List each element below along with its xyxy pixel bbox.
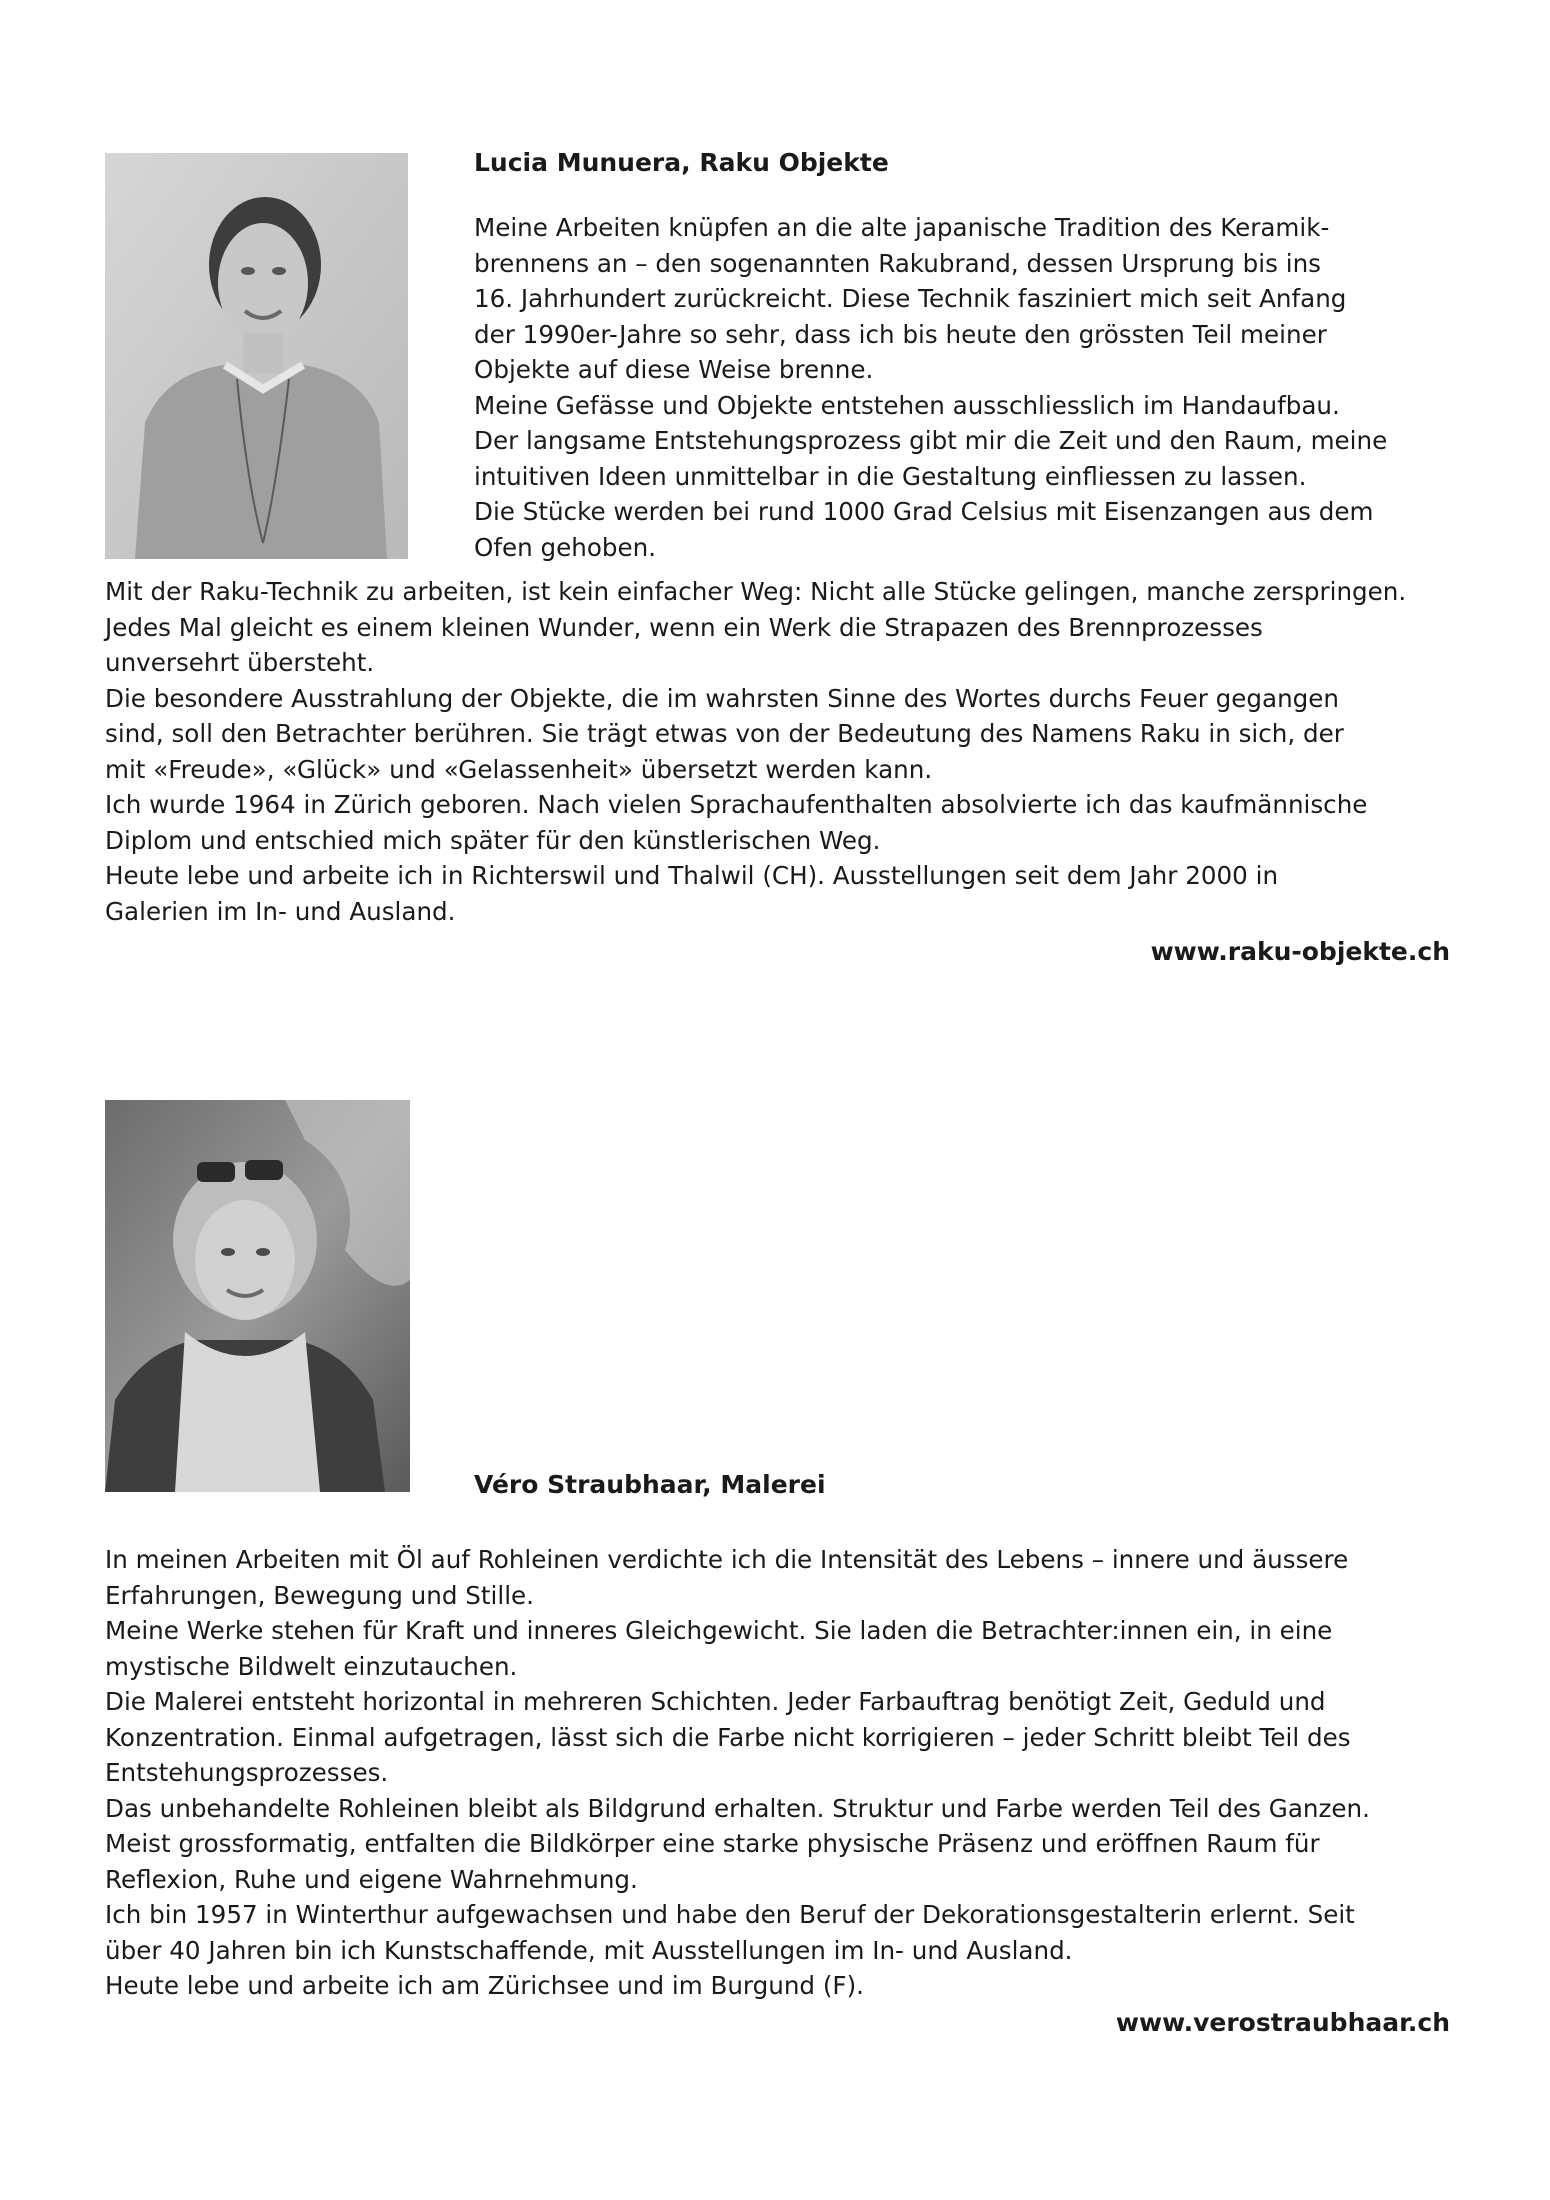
bio-line: Meine Gefässe und Objekte entstehen ausschliesslich im Handaufbau.	[474, 390, 1340, 420]
bio-line: Die Stücke werden bei rund 1000 Grad Celsius mit Eisenzangen aus dem	[474, 497, 1374, 526]
bio-line: Meine Arbeiten knüpfen an die alte japanische Tradition des Keramik-	[474, 213, 1330, 242]
artist-bio-full-width	[105, 1545, 1450, 2010]
bio-line: der 1990er-Jahre so sehr, dass ich bis heute den grössten Teil meiner	[474, 319, 1327, 349]
bio-line: Ich wurde 1964 in Zürich geboren. Nach vielen Sprachaufenthalten absolvierte ich das kaufmännische	[105, 790, 1368, 819]
bio-line: Die Malerei entsteht horizontal in mehreren Schichten. Jeder Farbauftrag benötigt Zeit, Geduld und	[105, 1687, 1326, 1716]
bio-line: Jedes Mal gleicht es einem kleinen Wunder, wenn ein Werk die Strapazen des Brennprozesses	[105, 612, 1263, 642]
artist-name: Lucia Munuera, Raku Objekte	[474, 148, 889, 177]
portrait-photo-icon	[105, 153, 408, 559]
bio-line: Der langsame Entstehungsprozess gibt mir die Zeit und den Raum, meine	[474, 426, 1388, 455]
bio-line: mystische Bildwelt einzutauchen.	[105, 1651, 518, 1681]
bio-line: Heute lebe und arbeite ich in Richterswil und Thalwil (CH). Ausstellungen seit dem Jahr 2000 in	[105, 861, 1279, 890]
lucia-munuera-photo	[105, 153, 408, 559]
bio-line: mit «Freude», «Glück» und «Gelassenheit» übersetzt werden kann.	[105, 754, 933, 784]
bio-line: über 40 Jahren bin ich Kunstschaffende, mit Ausstellungen im In- und Ausland.	[105, 1935, 1073, 1965]
bio-line: Galerien im In- und Ausland.	[105, 896, 456, 926]
artist-name: Véro Straubhaar, Malerei	[474, 1470, 826, 1499]
bio-line: Erfahrungen, Bewegung und Stille.	[105, 1580, 534, 1610]
bio-line: Konzentration. Einmal aufgetragen, lässt sich die Farbe nicht korrigieren – jeder Schritt bleibt Teil des	[105, 1722, 1351, 1752]
vero-straubhaar-photo	[105, 1100, 410, 1492]
bio-line: Meine Werke stehen für Kraft und inneres Gleichgewicht. Sie laden die Betrachter:innen ein, in eine	[105, 1616, 1333, 1645]
bio-line: Ofen gehoben.	[474, 532, 657, 562]
bio-line: Ich bin 1957 in Winterthur aufgewachsen und habe den Beruf der Dekorationsgestalterin erlernt. Seit	[105, 1900, 1355, 1929]
bio-line: brennens an – den sogenannten Rakubrand, dessen Ursprung bis ins	[474, 248, 1321, 278]
artist-bio-beside-photo	[474, 213, 1450, 568]
bio-line: unversehrt übersteht.	[105, 648, 375, 677]
artist-website-link[interactable]: www.raku-objekte.ch	[1150, 937, 1450, 966]
bio-line: Entstehungsprozesses.	[105, 1758, 389, 1787]
bio-line: Mit der Raku-Technik zu arbeiten, ist kein einfacher Weg: Nicht alle Stücke gelingen, manche zerspringen.	[105, 577, 1407, 606]
bio-line: Objekte auf diese Weise brenne.	[474, 355, 874, 384]
bio-line: 16. Jahrhundert zurückreicht. Diese Technik fasziniert mich seit Anfang	[474, 284, 1347, 313]
bio-line: Die besondere Ausstrahlung der Objekte, die im wahrsten Sinne des Wortes durchs Feuer gegangen	[105, 683, 1339, 713]
portrait-photo-icon	[105, 1100, 410, 1492]
bio-line: Diplom und entschied mich später für den künstlerischen Weg.	[105, 825, 881, 855]
bio-line: Reflexion, Ruhe und eigene Wahrnehmung.	[105, 1864, 638, 1894]
artist-website-link[interactable]: www.verostraubhaar.ch	[1115, 2008, 1450, 2037]
bio-line: intuitiven Ideen unmittelbar in die Gestaltung einfliessen zu lassen.	[474, 461, 1307, 491]
bio-line: sind, soll den Betrachter berühren. Sie trägt etwas von der Bedeutung des Namens Raku in sich, der	[105, 719, 1344, 748]
bio-line: Meist grossformatig, entfalten die Bildkörper eine starke physische Präsenz und eröffnen Raum für	[105, 1829, 1320, 1858]
artist-bio-full-width	[105, 577, 1450, 937]
bio-line: In meinen Arbeiten mit Öl auf Rohleinen verdichte ich die Intensität des Lebens – innere und äussere	[105, 1545, 1349, 1574]
bio-line: Das unbehandelte Rohleinen bleibt als Bildgrund erhalten. Struktur und Farbe werden Teil des Ganzen.	[105, 1793, 1370, 1823]
bio-line: Heute lebe und arbeite ich am Zürichsee und im Burgund (F).	[105, 1971, 864, 2000]
